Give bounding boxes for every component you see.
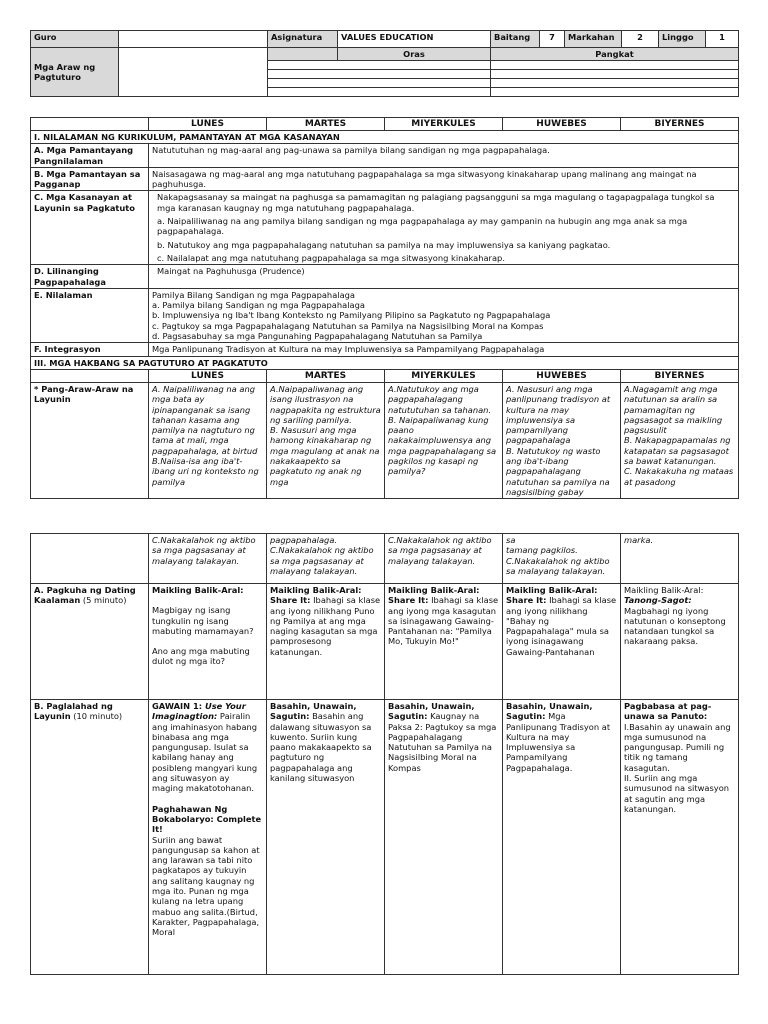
layunin-miyerkules: A.Natutukoy ang mga pagpapahalagang natututuhan sa tahanan. B. Naipapaliwanag kung paano nakakaimpluwensya ang mga pagpapahalagang sa pagkilos ng kasapi ng pamilya? [385,382,503,498]
day-header-lunes: LUNES [149,369,267,382]
schedule-row [491,79,739,88]
pagkuha-miyerkules-body: Ibahagi sa klase ang iyong mga kasagutan sa isinagawang Gawaing-Pantahanan na: "Pamilya Mo, Tukuyin Mo!" [388,595,499,647]
pangkat-label: Pangkat [491,48,739,61]
markahan-value: 2 [622,31,659,48]
corner-cell [31,369,149,382]
paglalahad-miyerkules-title: Basahin, Unawain, Sagutin: [388,701,475,722]
araw-label: Mga Araw ng Pagtuturo [31,48,119,97]
lilinanging-pagpapahalaga-label: D. Lilinanging Pagpapahalaga [31,265,149,289]
araw-value [119,48,268,97]
layunin-huwebes: A. Nasusuri ang mga panlipunang tradisyon at kultura na may impluwensiya sa pampamilyang pagpapahalaga B. Natutukoy ng wasto ang iba't-ibang pagpapahalagang natutuhan sa pamilya na nagsisilbing gabay [503,382,621,498]
pagkuha-biyernes [621,584,739,700]
pagkuha-miyerkules [385,584,503,700]
paglalahad-lunes-title-italic: Use Your Imaginagtion: [152,701,246,722]
corner-cell [31,118,149,131]
integrasyon-label: F. Integrasyon [31,343,149,356]
nilalaman-line: c. Pagtukoy sa mga Pagpapahalagang Natutuhan sa Pamilya na Nagsisilbing Moral na Kompas [152,320,544,331]
schedule-row [491,70,739,79]
paglalahad-martes-title: Basahin, Unawain, Sagutin: [270,701,357,722]
pagkuha-time: (5 minuto) [80,595,127,606]
pagkuha-lunes-q1: Magbigay ng isang tungkulin ng isang mabuting mamamayan? [152,605,254,636]
nilalaman-line: b. Impluwensiya ng Iba't Ibang Konteksto ng Pamilyang Pilipino sa Pagkatuto ng Pagpapahalaga [152,310,551,321]
header-table [30,30,739,97]
paglalahad-biyernes-body: I.Basahin ay unawain ang mga sumusunod na pangungusap. Pumili ng titik ng tamang kasagutan. II. Suriin ang mga sumusunod na sitwasyon at sagutin ang mga katanungan. [624,721,731,814]
paglalahad-label [31,700,149,975]
paglalahad-martes [267,700,385,975]
pagkuha-huwebes-body: Ibahagi sa klase ang iyong nilikhang "Bahay ng Pagpapahalaga" mula sa iyong isinagawang Gawaing-Pantahanan [506,595,617,657]
pagkuha-label [31,584,149,700]
baitang-value: 7 [540,31,565,48]
paglalahad-lunes [149,700,267,975]
nilalaman-line: d. Pagsasabuhay sa mga Pangunahing Pagpapahalagang Natutuhan sa Pamilya [152,331,483,342]
markahan-label: Markahan [565,31,622,48]
day-header-huwebes: HUWEBES [503,369,621,382]
pagkuha-martes [267,584,385,700]
pagkuha-biyernes-title: Maikling Balik-Aral: [624,585,704,595]
pagkuha-martes-body: Ibahagi sa klase ang iyong nilikhang Puno ng Pamilya at ang mga naging kasagutan sa mga pamprosesong katanungan. [270,595,381,657]
oras-label: Oras [338,48,491,61]
paglalahad-biyernes [621,700,739,975]
schedule-row [268,70,491,79]
paglalahad-lunes-body: Pairalin ang imahinasyon habang binabasa ang mga pangungusap. Isulat sa kabilang hanay ang posibleng mangyari kung ang situwasyon ay maging makatotohanan. [152,711,258,794]
section3-title: III. MGA HAKBANG SA PAGTUTURO AT PAGKATUTO [31,356,739,369]
schedule-row [491,88,739,97]
pagkuha-miyerkules-title: Maikling Balik-Aral: Share It: [388,585,480,606]
pagkuha-biyernes-body: Magbahagi ng iyong natutunan o konseptong natandaan tungkol sa nakaraang paksa. [624,605,726,647]
linggo-value: 1 [719,32,725,42]
nilalaman-label: E. Nilalaman [31,288,149,342]
cont-martes: pagpapahalaga. C.Nakakalahok ng aktibo sa mga pagsasanay at malayang talakayan. [267,534,385,584]
layunin-biyernes: A.Nagagamit ang mga natutunan sa aralin sa pamamagitan ng pagsasagot sa maikling pagsusulit B. Nakapagpapamalas ng katapatan sa pagsasagot sa bawat katanungan. C. Nakakakuha ng mataas at pasadong [621,382,739,498]
paglalahad-lunes-body2: Suriin ang bawat pangungusap sa kahon at ang larawan sa tabi nito pagkatapos ay tukuyin ang salitang kaugnay ng mga ito. Punan ng mga kulang na letra upang mabuo ang salita.(Birtud, Karakter, Pagpapahalaga, Moral [152,834,260,938]
day-header-biyernes: BIYERNES [621,118,739,131]
lesson-table-page2 [30,533,739,975]
paglalahad-huwebes-title: Basahin, Unawain, Sagutin: [506,701,593,722]
nilalaman-line: a. Pamilya bilang Sandigan ng mga Pagpapahalaga [152,300,365,311]
nilalaman-line: Pamilya Bilang Sandigan ng mga Pagpapahalaga [152,289,356,300]
schedule-row [268,88,491,97]
day-header-huwebes: HUWEBES [503,118,621,131]
cont-lunes: C.Nakakalahok ng aktibo sa mga pagsasanay at malayang talakayan. [149,534,267,584]
schedule-row [268,61,491,70]
layunin-label: * Pang-Araw-Araw na Layunin [31,382,149,498]
paglalahad-huwebes-body: Mga Panlipunang Tradisyon at Kultura na may Impluwensiya sa Pampamilyang Pagpapahalaga. [506,711,611,773]
section1-title: I. NILALAMAN NG KURIKULUM, PAMANTAYAN AT MGA KASANAYAN [31,131,739,144]
kasanayan-intro: Nakapagsasanay sa maingat na paghusga sa pamamagitan ng palagiang pagsangguni sa mga magulang o tagapagpalaga tungkol sa mga karanasan kaugnay ng mga natutuhang pagpapahalaga. [157,192,715,213]
cont-miyerkules: C.Nakakalahok ng aktibo sa mga pagsasanay at malayang talakayan. [385,534,503,584]
schedule-row [491,61,739,70]
paglalahad-lunes-title: GAWAIN 1: [152,701,205,711]
pagkuha-lunes-q2: Ano ang mga mabuting dulot ng mga ito? [152,646,250,667]
kasanayan-c: c. Nailalapat ang mga natutuhang pagpapahalaga sa mga sitwasyong kinakaharap. [157,252,505,263]
pagkuha-title: A. Pagkuha ng Dating Kaalaman [34,585,136,606]
paglalahad-huwebes [503,700,621,975]
layunin-lunes: A. Naipaliliwanag na ang mga bata ay ipinapanganak sa isang tahanan kasama ang pamilya na nagtuturo ng tama at mali, mga pagpapahalaga, at birtud B.Naiisa-isa ang iba't-ibang uri ng konteksto ng pamilya [149,382,267,498]
kasanayan-label: C. Mga Kasanayan at Layunin sa Pagkatuto [31,191,149,265]
guro-label: Guro [31,31,119,48]
day-header-miyerkules: MIYERKULES [385,118,503,131]
day-header-martes: MARTES [267,369,385,382]
cont-huwebes: sa tamang pagkilos. C.Nakakalahok ng aktibo sa malayang talakayan. [503,534,621,584]
linggo-cell [659,31,739,48]
linggo-label: Linggo [659,31,706,47]
guro-value [119,31,268,48]
paglalahad-miyerkules-body: Kaugnay na Paksa 2: Pagtukoy sa mga Pagpapahalagang Natutuhan sa Pamilya na Nagsisilbing Moral na Kompas [388,711,497,773]
pagkuha-lunes [149,584,267,700]
pamantayan-sa-pagganap-value: Naisasagawa ng mag-aaral ang mga natutuhang pagpapahalaga sa mga sitwasyong kinakaharap upang malinang ang maingat na paghuhusga. [149,167,739,191]
paglalahad-biyernes-title: Pagbabasa at pag-unawa sa Panuto: [624,701,712,722]
pagkuha-martes-title: Maikling Balik-Aral: Share It: [270,585,362,606]
paglalahad-martes-body: Basahin ang dalawang situwasyon sa kuwento. Suriin kung paano makakaapekto sa pagtuturo ng pagpapahalaga ang kanilang situwasyon [270,711,372,784]
day-header-miyerkules: MIYERKULES [385,369,503,382]
asignatura-label: Asignatura [268,31,338,48]
pagkuha-biyernes-sub: Tanong-Sagot: [624,595,692,606]
layunin-martes: A.Naipapaliwanag ang isang ilustrasyon na nagpapakita ng estruktura ng sariling pamilya. B. Nasusuri ang mga hamong kinakaharap ng mga magulang at anak na nakakaapekto sa pagkatuto ng anak ng mga [267,382,385,498]
pagkuha-huwebes-title: Maikling Balik-Aral: Share It: [506,585,598,606]
kasanayan-a: a. Naipaliliwanag na ang pamilya bilang sandigan ng mga pagpapahalaga ay may gampanin na hubugin ang mga anak sa mga pagpapahalaga. [157,216,688,237]
kasanayan-b: b. Natutukoy ang mga pagpapahalagang natutuhan sa pamilya na may impluwensiya sa kaniyang pagkatao. [157,239,611,250]
pagkuha-lunes-title: Maikling Balik-Aral: [152,585,244,595]
pamantayan-sa-pagganap-label: B. Mga Pamantayan sa Pagganap [31,167,149,191]
pamantayang-pangnilalaman-value: Natututuhan ng mag-aaral ang pag-unawa sa pamilya bilang sandigan ng mga pagpapahalaga. [149,144,739,168]
lesson-table-page1 [30,117,739,499]
nilalaman-value [149,288,739,342]
day-header-martes: MARTES [267,118,385,131]
oras-spacer [268,48,338,61]
cont-label [31,534,149,584]
kasanayan-value [149,191,739,265]
lilinanging-pagpapahalaga-value: Maingat na Paghuhusga (Prudence) [149,265,739,289]
pagkuha-huwebes [503,584,621,700]
cont-biyernes: marka. [621,534,739,584]
schedule-row [268,79,491,88]
baitang-label: Baitang [491,31,540,48]
paglalahad-lunes-title2: Paghahawan Ng Bokabolaryo: Complete It! [152,803,262,835]
paglalahad-time: (10 minuto) [70,711,123,722]
day-header-biyernes: BIYERNES [621,369,739,382]
paglalahad-title: B. Paglalahad ng Layunin [34,701,113,722]
day-header-lunes: LUNES [149,118,267,131]
paglalahad-miyerkules [385,700,503,975]
integrasyon-value: Mga Panlipunang Tradisyon at Kultura na may Impluwensiya sa Pampamilyang Pagpapahalaga [149,343,739,356]
pamantayang-pangnilalaman-label: A. Mga Pamantayang Pangnilalaman [31,144,149,168]
asignatura-value: VALUES EDUCATION [338,31,491,48]
